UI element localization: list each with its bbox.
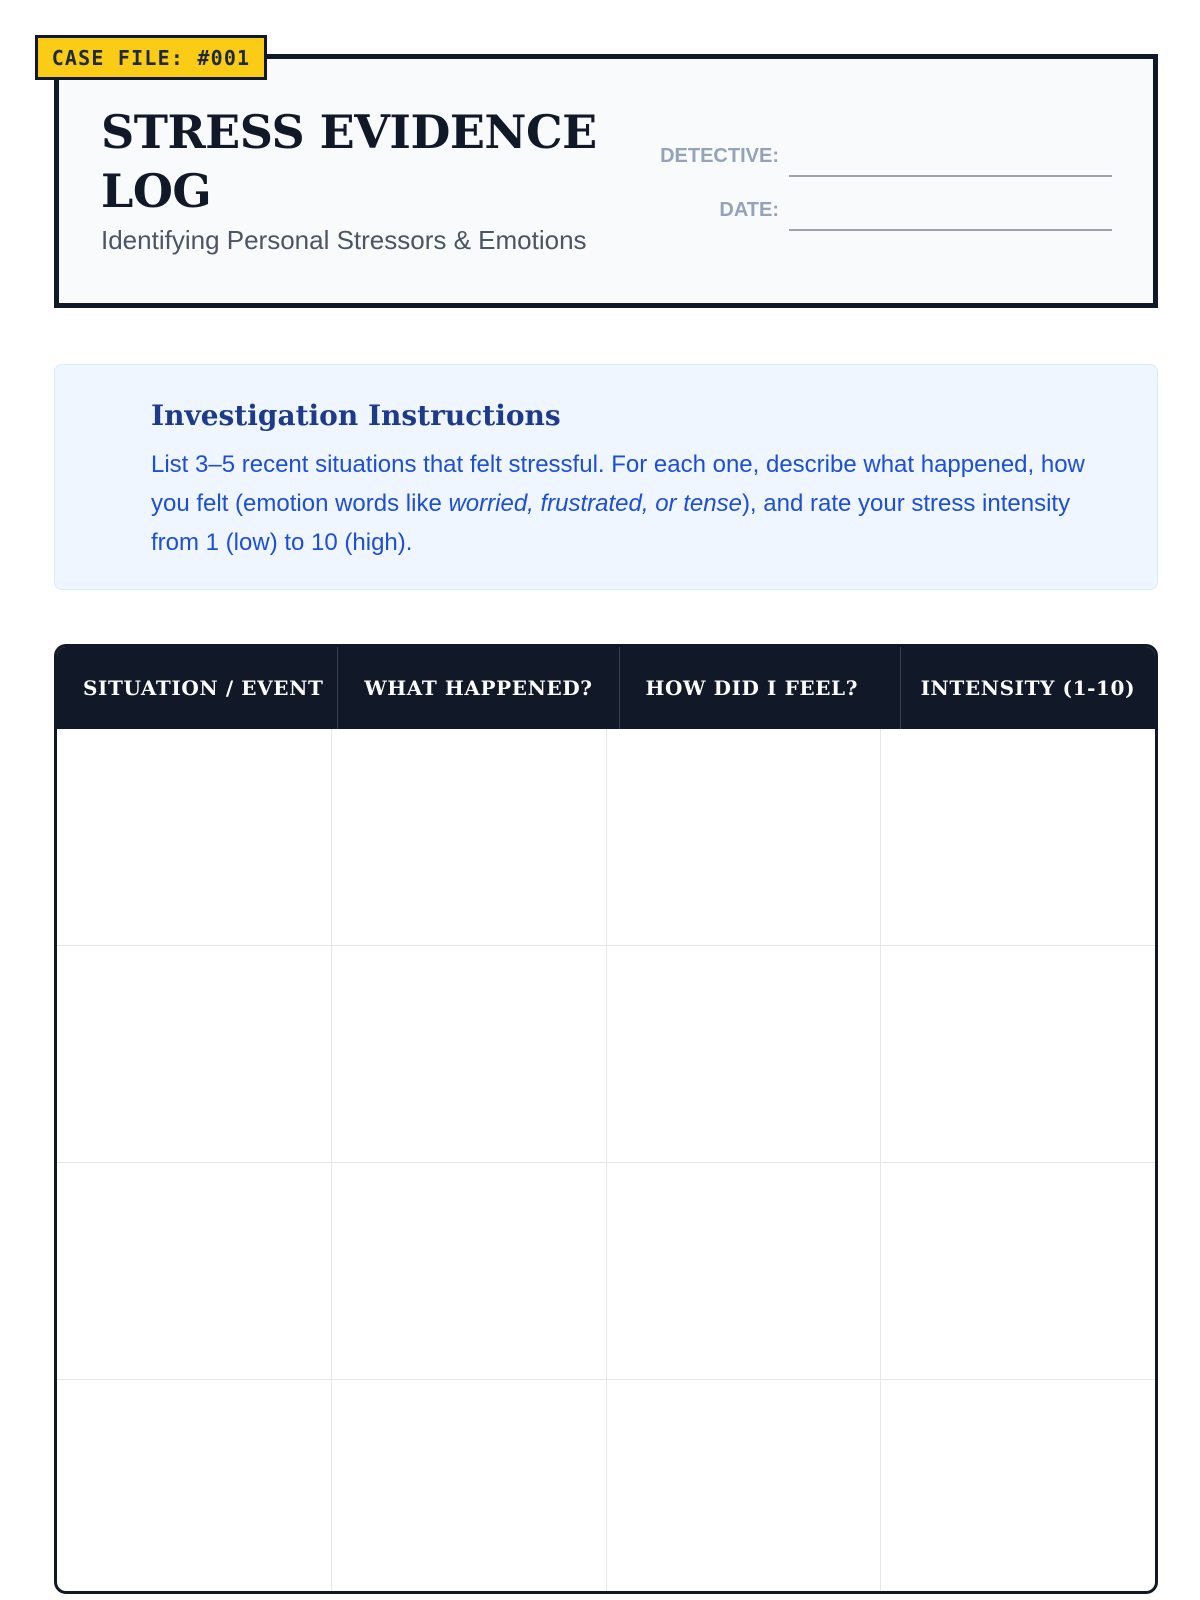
instructions-text-after: ), and rate your stress intensity from 1 (low) to 10 (high). — [151, 490, 1071, 556]
intensity-cell[interactable] — [881, 946, 1155, 1162]
date-field[interactable] — [789, 229, 1112, 231]
instructions-text-emotions: worried, frustrated, or tense — [448, 490, 742, 517]
situation-cell[interactable] — [57, 729, 332, 945]
instructions-text — [151, 445, 1111, 562]
feelings-cell[interactable] — [607, 946, 882, 1162]
instructions-panel — [54, 364, 1158, 590]
table-row — [57, 1162, 1155, 1379]
table-row — [57, 1379, 1155, 1594]
evidence-table — [54, 644, 1158, 1594]
column-header-feelings: HOW DID I FEEL? — [620, 647, 901, 729]
table-body — [57, 729, 1155, 1594]
what-happened-cell[interactable] — [332, 1163, 607, 1379]
feelings-cell[interactable] — [607, 729, 882, 945]
detective-label: DETECTIVE: — [660, 145, 779, 167]
column-header-intensity: INTENSITY (1-10) — [920, 676, 1136, 700]
feelings-cell[interactable] — [607, 1380, 882, 1594]
instructions-text-before: List 3–5 recent situations that felt stressful. For each one, describe what happened, how you felt (emotion words like — [151, 451, 1085, 517]
case-file-tag: CASE FILE: #001 — [35, 35, 267, 80]
detective-field[interactable] — [789, 175, 1112, 177]
column-header-situation: SITUATION / EVENT — [57, 647, 338, 729]
header-card — [54, 54, 1158, 308]
table-row — [57, 945, 1155, 1162]
column-header-what-happened: WHAT HAPPENED? — [338, 647, 619, 729]
page-title: STRESS EVIDENCE LOG — [101, 105, 597, 218]
table-row — [57, 729, 1155, 945]
situation-cell[interactable] — [57, 1380, 332, 1594]
instructions-title: Investigation Instructions — [151, 399, 561, 432]
intensity-cell[interactable] — [881, 1380, 1155, 1594]
intensity-cell[interactable] — [881, 1163, 1155, 1379]
what-happened-cell[interactable] — [332, 946, 607, 1162]
intensity-cell[interactable] — [881, 729, 1155, 945]
situation-cell[interactable] — [57, 946, 332, 1162]
table-header — [57, 647, 1155, 729]
what-happened-cell[interactable] — [332, 1380, 607, 1594]
feelings-cell[interactable] — [607, 1163, 882, 1379]
page-subtitle: Identifying Personal Stressors & Emotions — [101, 225, 587, 255]
situation-cell[interactable] — [57, 1163, 332, 1379]
what-happened-cell[interactable] — [332, 729, 607, 945]
date-label: DATE: — [719, 199, 779, 221]
